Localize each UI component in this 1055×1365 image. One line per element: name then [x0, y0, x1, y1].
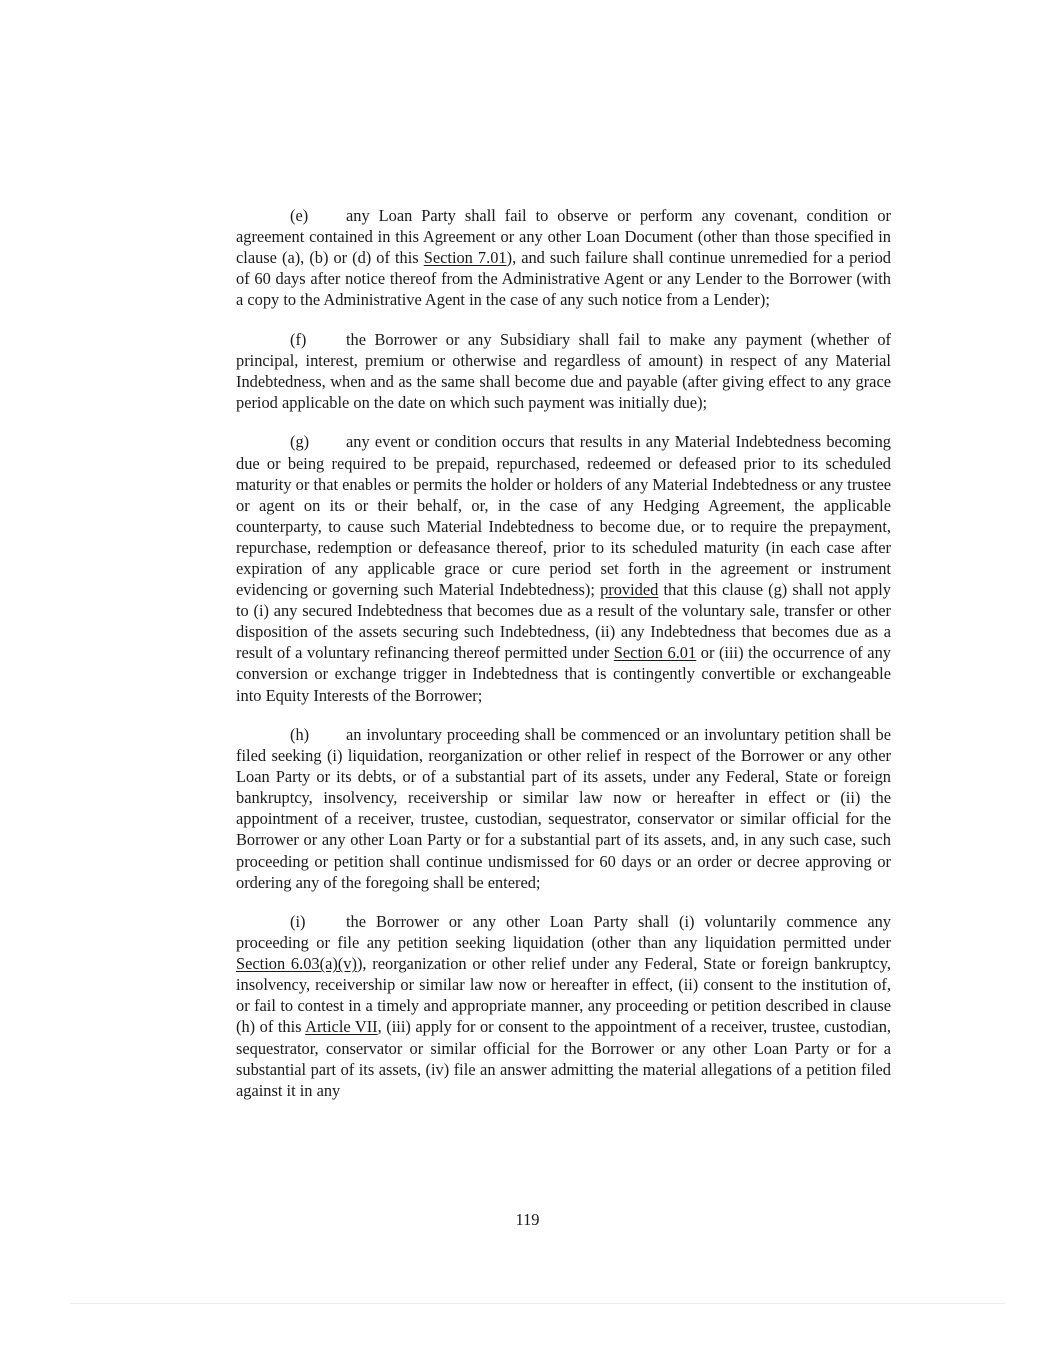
clause-text: an involuntary proceeding shall be commenced or an involuntary petition shall be filed seeking (i) liquidation, reorganization or other relief in respect of the Borrower or any other Loan Party or its debts, or of a substantial part of its assets, under any Federal, State or foreign bankruptcy, insolvency, receivership or similar law now or hereafter in effect or (ii) the appointment of a receiver, trustee, custodian, sequestrator, conservator or similar official for the Borrower or any other Loan Party or for a substantial part of its assets, and, in any such case, such proceeding or petition shall continue undismissed for 60 days or an order or decree approving or ordering any of the foregoing shall be entered;: [236, 724, 891, 892]
clause-text: that this clause (g) shall not apply to (i) any secured Indebtedness that becomes due as a result of the voluntary sale, transfer or other disposition of the assets securing such Indebtedness, (ii) any Indebtedness that becomes due as a result of a voluntary refinancing thereof permitted under: [236, 580, 891, 663]
clause-i: [236, 911, 891, 1101]
clause-text: or (iii) the occurrence of any conversion or exchange trigger in Indebtedness that is contingently convertible or exchangeable into Equity Interests of the Borrower;: [236, 643, 891, 705]
clause-text: the Borrower or any other Loan Party shall (i) voluntarily commence any proceeding or file any petition seeking liquidation (other than any liquidation permitted under: [236, 912, 891, 953]
clause-label: (e): [290, 206, 309, 225]
clause-label: (f): [290, 329, 307, 349]
section-reference: Section 7.01: [423, 248, 507, 268]
clause-text: the Borrower or any Subsidiary shall fail to make any payment (whether of principal, interest, premium or otherwise and regardless of amount) in respect of any Material Indebtedness, when and as the same shall become due and payable (after giving effect to any grace period applicable on the date on which such payment was initially due);: [236, 329, 891, 413]
clause-text: ), reorganization or other relief under any Federal, State or foreign bankruptcy, insolvency, receivership or similar law now or hereafter in effect, (ii) consent to the institution of, or fail to contest in a timely and appropriate manner, any proceeding or petition described in clause (h) of this: [236, 954, 892, 1037]
clause-text: ), and such failure shall continue unremedied for a period of 60 days after notice thereof from the Administrative Agent or any Lender to the Borrower (with a copy to the Administrative Agent in the case of any such notice from a Lender);: [236, 248, 891, 310]
document-body: [236, 205, 891, 1119]
clause-e: [236, 205, 891, 310]
clause-text: , (iii) apply for or consent to the appointment of a receiver, trustee, custodian, sequestrator, conservator or similar official for the Borrower or any other Loan Party or for a substantial part of its assets, (iv) file an answer admitting the material allegations of a petition filed against it in any: [236, 1017, 891, 1100]
clause-label: (g): [290, 432, 310, 452]
section-reference: Section 6.03(a)(v): [236, 954, 357, 974]
clause-label: (i): [290, 912, 306, 931]
clause-h: [236, 724, 891, 893]
clause-label: (h): [290, 724, 310, 744]
clause-g: [236, 431, 891, 705]
clause-f: [236, 329, 891, 413]
page-bottom-divider: [70, 1303, 1005, 1304]
clause-text: any event or condition occurs that results in any Material Indebtedness becoming due or being required to be prepaid, repurchased, redeemed or defeased prior to its scheduled maturity or that enables or permits the holder or holders of any Material Indebtedness or any trustee or agent on its or their behalf, or, in the case of any Hedging Agreement, the applicable counterparty, to cause such Material Indebtedness to become due, or to require the prepayment, repurchase, redemption or defeasance thereof, prior to its scheduled maturity (in each case after expiration of any applicable grace or cure period set forth in the agreement or instrument evidencing or governing such Material Indebtedness);: [236, 432, 891, 600]
section-reference: Section 6.01: [613, 643, 697, 663]
clause-text: any Loan Party shall fail to observe or perform any covenant, condition or agreement contained in this Agreement or any other Loan Document (other than those specified in clause (a), (b) or (d) of this: [236, 206, 891, 268]
page-number: 119: [515, 1210, 540, 1229]
proviso-term: provided: [600, 580, 659, 600]
article-reference: Article VII: [305, 1017, 378, 1037]
